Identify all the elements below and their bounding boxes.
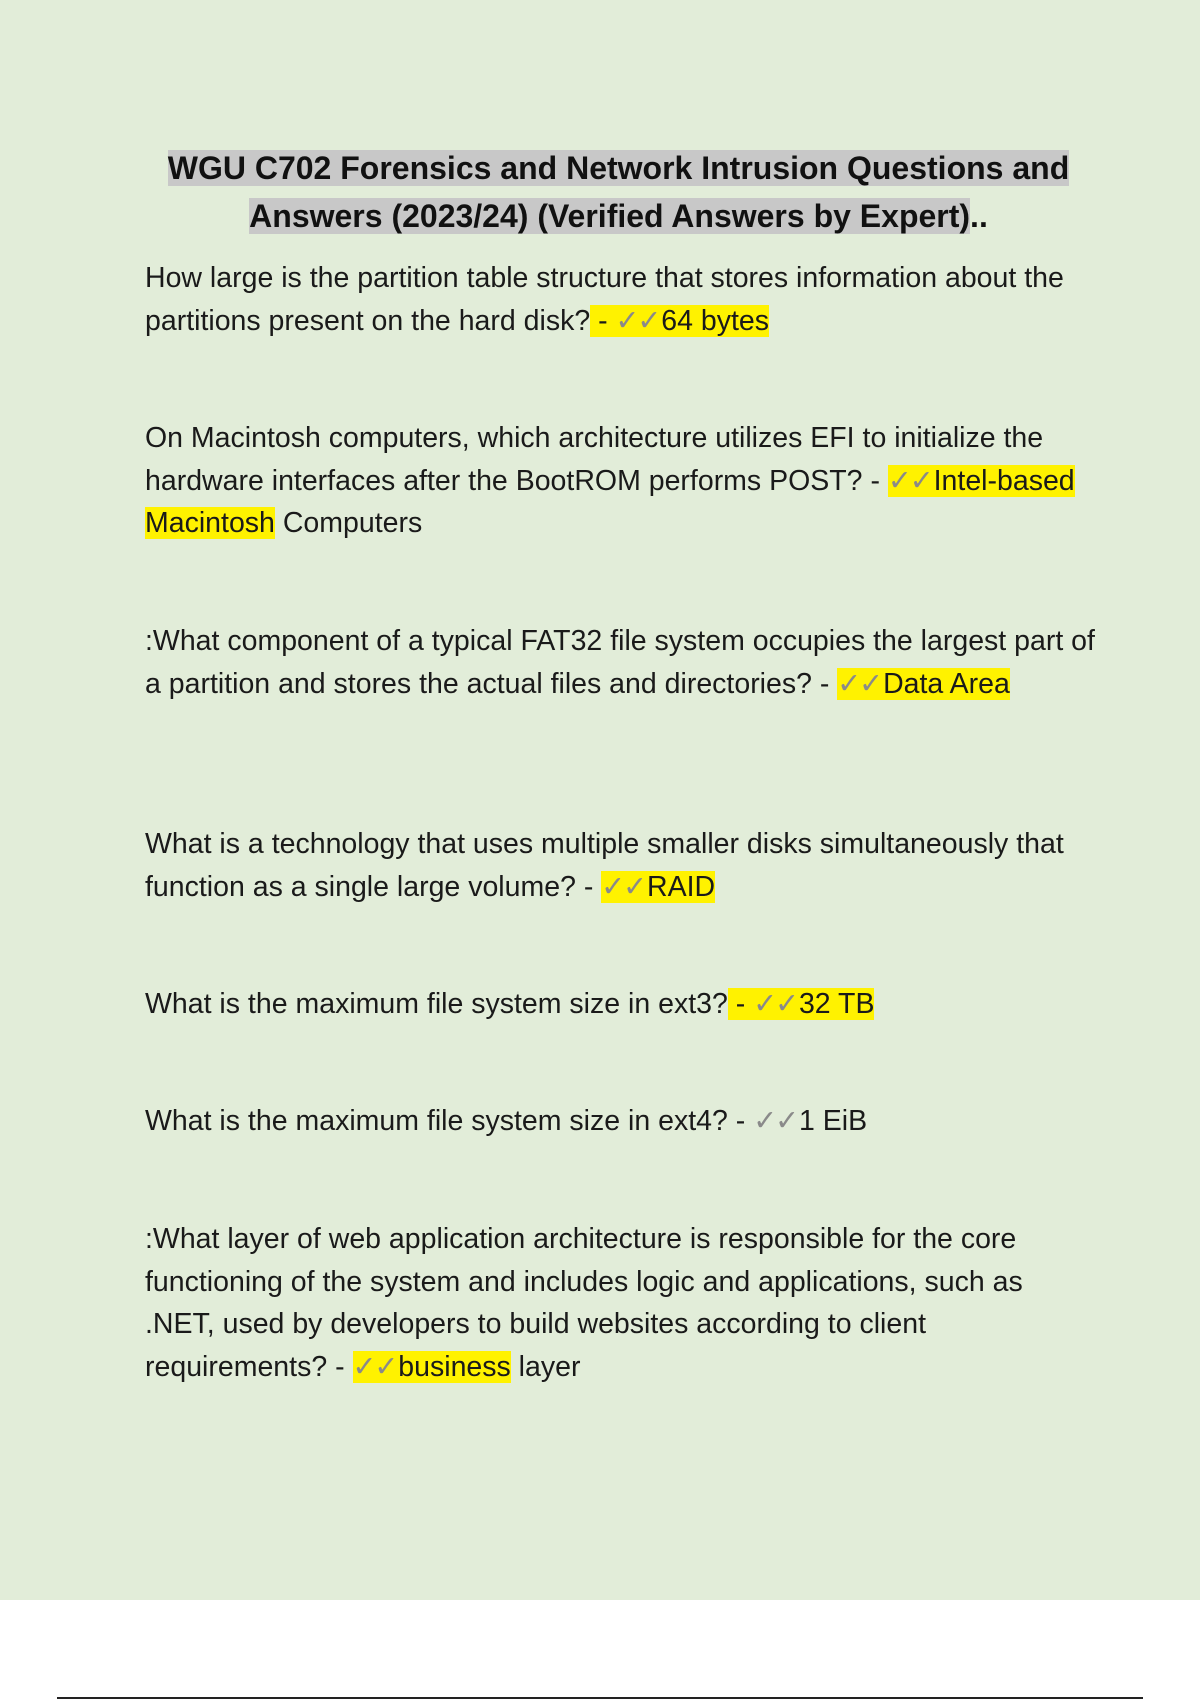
check-icon: ✓✓	[601, 870, 646, 903]
answer-highlight	[353, 1351, 511, 1383]
answer-separator: -	[327, 1350, 353, 1383]
check-icon: ✓✓	[887, 464, 932, 497]
title-text: WGU C702 Forensics and Network Intrusion Questions and Answers (2023/24) (Verified Answers by Expert)	[167, 150, 1070, 234]
qa-item-web-layer	[145, 1218, 1095, 1388]
question-text: On Macintosh computers, which architecture utilizes EFI to initialize the hardware interfaces after the BootROM performs POST?	[145, 422, 1044, 497]
question-text: What is the maximum file system size in ext4?	[145, 1105, 728, 1137]
question-text: :What component of a typical FAT32 file system occupies the largest part of a partition and stores the actual files and directories?	[145, 625, 1095, 700]
check-icon: ✓✓	[753, 988, 797, 1020]
question-text: How large is the partition table structure that stores information about the partitions present on the hard disk?	[145, 262, 1064, 337]
check-icon: ✓✓	[837, 667, 882, 700]
answer-highlight	[837, 668, 1010, 700]
answer-rest: layer	[510, 1350, 581, 1383]
qa-item-efi-architecture	[145, 417, 1095, 545]
answer-highlight	[601, 871, 715, 903]
answer-separator: -	[590, 304, 616, 337]
answer-separator: -	[575, 870, 602, 903]
answer-separator: -	[727, 1105, 754, 1137]
answer-text: Data Area	[883, 667, 1010, 700]
answer-rest: Computers	[274, 507, 423, 539]
answer-separator: -	[862, 464, 888, 497]
qa-item-partition-table	[145, 257, 1095, 342]
question-text: What is a technology that uses multiple smaller disks simultaneously that function as a single large volume?	[145, 828, 1064, 903]
answer-text: RAID	[647, 870, 716, 903]
check-icon: ✓✓	[615, 304, 660, 337]
document-title	[145, 144, 1092, 240]
qa-item-ext4	[145, 1100, 1095, 1143]
check-icon: ✓✓	[352, 1350, 397, 1383]
question-text: What is the maximum file system size in ext3?	[145, 988, 728, 1020]
answer-text: 1 EiB	[798, 1105, 868, 1137]
qa-item-fat32-component	[145, 620, 1095, 705]
check-icon: ✓✓	[753, 1105, 797, 1137]
footer-divider	[57, 1697, 1143, 1699]
answer-highlight	[728, 988, 875, 1020]
answer-text: Intel-based Macintosh	[145, 464, 1075, 539]
answer-highlight	[590, 305, 769, 337]
qa-item-ext3	[145, 983, 1095, 1026]
question-text: :What layer of web application architecture is responsible for the core functioning of the system and includes logic and applications, such as .NET, used by developers to build websites according to client requirements?	[145, 1223, 1023, 1383]
qa-item-raid	[145, 823, 1095, 908]
answer-text: 64 bytes	[661, 304, 770, 337]
answer-text: business	[398, 1350, 511, 1383]
answer-text: 32 TB	[798, 988, 875, 1020]
answer-separator: -	[727, 988, 754, 1020]
answer-separator: -	[811, 667, 838, 700]
title-suffix: ..	[970, 198, 988, 234]
